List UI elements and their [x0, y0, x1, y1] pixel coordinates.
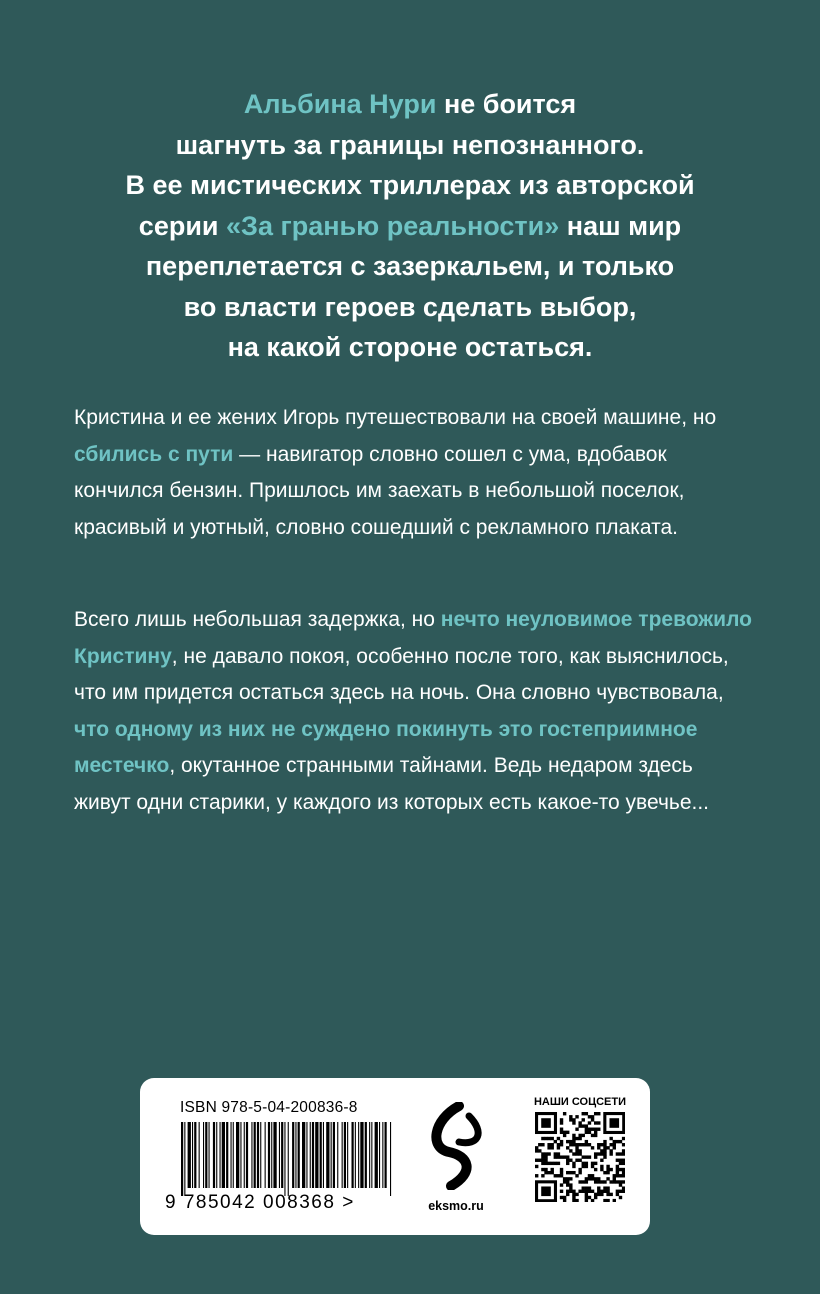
barcode-digits: 9 785042 008368 > — [165, 1192, 355, 1213]
intro-text: наш мир — [559, 210, 682, 241]
intro-line-7: на какой стороне остаться. — [227, 332, 593, 362]
isbn-label: ISBN 978-5-04-200836-8 — [180, 1099, 358, 1116]
description-text: — навигатор словно сошел с ума, вдобавок кончился бензин. Пришлось им заехать в небольшой поселок, красивый и уютный, словно сошедший с рекламного плаката. — [74, 442, 685, 539]
description-highlight: что одному из них не суждено покинуть это гостеприимное местечко — [74, 717, 698, 777]
intro-line-2: шагнуть за границы непознанного. — [175, 129, 645, 160]
description-text: Кристина и ее жених Игорь путешествовали на своей машине, но — [74, 406, 717, 429]
publisher-site: eksmo.ru — [428, 1199, 484, 1213]
intro-line-4 — [40, 206, 780, 247]
description-highlight: сбились с пути — [74, 442, 234, 466]
description-text: , не давало покоя, особенно после того, как выяснилось, что им придется остаться здесь на ночь. Она словно чувствовала, — [74, 644, 729, 704]
intro-text: серии — [138, 210, 227, 241]
description-text: Всего лишь небольшая задержка, но — [74, 608, 441, 631]
series-name: «За гранью реальности» — [226, 210, 560, 241]
description-text: , окутанное странными тайнами. Ведь недаром здесь живут одни старики, у каждого из которых есть какое-то увечье... — [74, 754, 710, 814]
publisher-info-box — [140, 1078, 650, 1235]
description-paragraph-2 — [74, 602, 754, 821]
author-intro — [40, 84, 780, 368]
intro-line-5: переплетается с зазеркальем, и только — [145, 251, 675, 281]
description-paragraph-1 — [74, 400, 754, 546]
description-highlight: нечто неуловимое тревожило Кристину — [74, 608, 752, 668]
qr-code-icon — [535, 1112, 625, 1202]
intro-text: не боится — [436, 89, 577, 119]
barcode-icon — [181, 1122, 393, 1196]
author-name: Альбина Нури — [243, 89, 437, 119]
social-label: НАШИ СОЦСЕТИ — [533, 1096, 627, 1108]
eksmo-logo-icon — [429, 1102, 485, 1190]
intro-line-1 — [40, 84, 780, 125]
intro-line-6: во власти героев сделать выбор, — [183, 291, 637, 322]
intro-line-3: В ее мистических триллерах из авторской — [125, 170, 695, 200]
